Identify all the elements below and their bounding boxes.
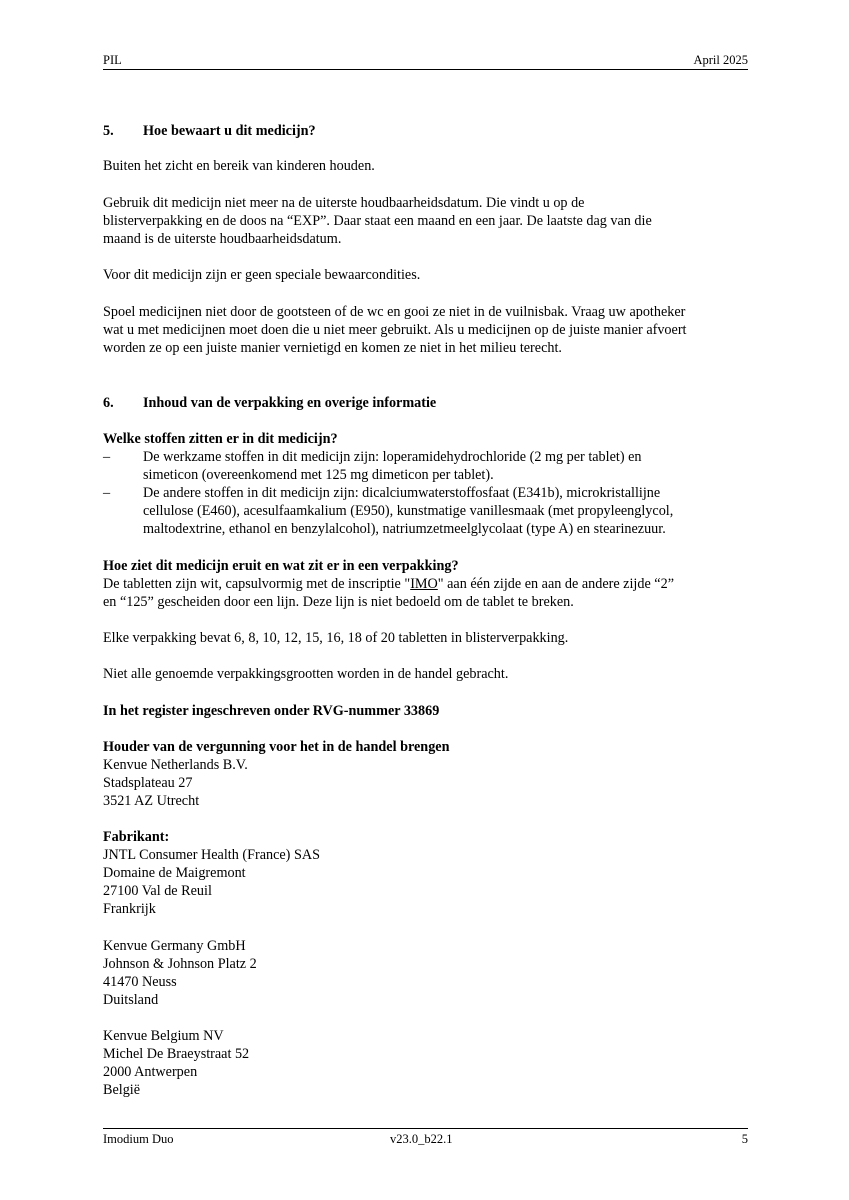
not-all-marketed: Niet alle genoemde verpakkingsgrootten worden in de handel gebracht. <box>103 666 509 682</box>
section-5-paragraph-4-line-2: wat u met medicijnen moet doen die u niet meer gebruikt. Als u medicijnen op de juiste manier afvoert <box>103 322 687 338</box>
list-dash: – <box>103 449 111 465</box>
address-line: Stadsplateau 27 <box>103 775 193 791</box>
address-line: Frankrijk <box>103 901 156 917</box>
appearance-line-2: en “125” gescheiden door een lijn. Deze lijn is niet bedoeld om de tablet te breken. <box>103 594 574 610</box>
address-line: België <box>103 1082 141 1098</box>
address-line: 2000 Antwerpen <box>103 1064 198 1080</box>
section-5-paragraph-2-line-3: maand is de uiterste houdbaarheidsdatum. <box>103 231 342 247</box>
footer-product: Imodium Duo <box>103 1132 174 1146</box>
address-line: Duitsland <box>103 992 159 1008</box>
page-footer <box>103 1128 748 1146</box>
address-line: Kenvue Germany GmbH <box>103 938 246 954</box>
address-line: Kenvue Netherlands B.V. <box>103 757 248 773</box>
address-line: Kenvue Belgium NV <box>103 1028 224 1044</box>
appearance-text-a: De tabletten zijn wit, capsulvormig met de inscriptie " <box>103 576 411 592</box>
section-6-heading <box>103 394 751 412</box>
section-5-heading <box>103 122 751 140</box>
holder-heading: Houder van de vergunning voor het in de handel brengen <box>103 739 450 755</box>
list-item-line: simeticon (overeenkomend met 125 mg dimeticon per tablet). <box>143 467 494 483</box>
header-date: April 2025 <box>693 53 748 67</box>
section-5-paragraph-3: Voor dit medicijn zijn er geen speciale bewaarcondities. <box>103 267 421 283</box>
address-line: 27100 Val de Reuil <box>103 883 212 899</box>
page-number: 5 <box>741 1132 748 1146</box>
pack-sizes: Elke verpakking bevat 6, 8, 10, 12, 15, 16, 18 of 20 tabletten in blisterverpakking. <box>103 630 569 646</box>
section-5-paragraph-4-line-1: Spoel medicijnen niet door de gootsteen of de wc en gooi ze niet in de vuilnisbak. Vraag uw apotheker <box>103 304 686 320</box>
section-5-title: Hoe bewaart u dit medicijn? <box>143 123 316 139</box>
substances-heading: Welke stoffen zitten er in dit medicijn? <box>103 431 338 447</box>
appearance-heading: Hoe ziet dit medicijn eruit en wat zit er in een verpakking? <box>103 558 459 574</box>
appearance-line-1 <box>103 575 751 593</box>
address-line: 41470 Neuss <box>103 974 177 990</box>
section-5-number: 5. <box>103 123 114 139</box>
list-item-line: De werkzame stoffen in dit medicijn zijn: loperamidehydrochloride (2 mg per tablet) en <box>143 449 642 465</box>
manufacturer-heading: Fabrikant: <box>103 829 170 845</box>
address-line: JNTL Consumer Health (France) SAS <box>103 847 320 863</box>
address-line: 3521 AZ Utrecht <box>103 793 200 809</box>
section-5-paragraph-2-line-2: blisterverpakking en de doos na “EXP”. Daar staat een maand en een jaar. De laatste dag van die <box>103 213 652 229</box>
header-left: PIL <box>103 53 122 67</box>
inscription-imo: IMO <box>410 576 438 592</box>
section-5-paragraph-4-line-3: worden ze op een juiste manier vernietigd en komen ze niet in het milieu terecht. <box>103 340 562 356</box>
list-item-line: De andere stoffen in dit medicijn zijn: dicalciumwaterstoffosfaat (E341b), microkristallijne <box>143 485 661 501</box>
section-5-paragraph-2-line-1: Gebruik dit medicijn niet meer na de uiterste houdbaarheidsdatum. Die vindt u op de <box>103 195 585 211</box>
section-6-number: 6. <box>103 395 114 411</box>
address-line: Domaine de Maigremont <box>103 865 246 881</box>
section-5-paragraph-1: Buiten het zicht en bereik van kinderen houden. <box>103 158 375 174</box>
address-line: Johnson & Johnson Platz 2 <box>103 956 257 972</box>
list-item-line: cellulose (E460), acesulfaamkalium (E950), kunstmatige vanillesmaak (met propyleenglycol, <box>143 503 674 519</box>
page-header <box>103 53 748 70</box>
list-dash: – <box>103 485 111 501</box>
appearance-text-b: " aan één zijde en aan de andere zijde “2” <box>437 576 674 592</box>
rvg-number: In het register ingeschreven onder RVG-nummer 33869 <box>103 703 440 719</box>
section-6-title: Inhoud van de verpakking en overige informatie <box>143 395 437 411</box>
list-item-line: maltodextrine, ethanol en benzylalcohol), natriumzetmeelglycolaat (type A) en stearinezuur. <box>143 521 666 537</box>
footer-version: v23.0_b22.1 <box>390 1132 453 1146</box>
address-line: Michel De Braeystraat 52 <box>103 1046 250 1062</box>
